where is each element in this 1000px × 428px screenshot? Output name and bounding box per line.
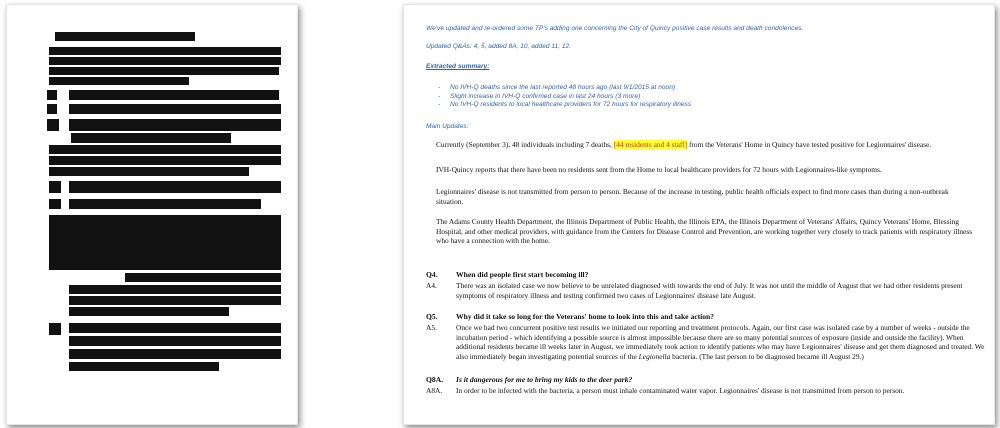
redaction-bar xyxy=(69,362,219,371)
redaction-bar xyxy=(47,104,57,114)
a5-answer: Once we had two concurrent positive test results we initiated our reporting and treatment protocols. Again, our first case was isolated case by a number of weeks - outside the incubation period - which identifying a possible source is almost impossible because there are so many potential sources of exposure (inside and outside the facility). When additional residents became ill weeks later in August, we immediately took action to identify patients who may have Legionnaires' disease and get them diagnosed and treated. We also immediately began investigating potential sources of the Legionella bacteria. (The last person to be diagnosed became ill August 29.) xyxy=(456,323,985,361)
q5-number: Q5. xyxy=(426,312,438,321)
document-page xyxy=(403,4,995,425)
redaction-bar xyxy=(69,119,281,131)
redaction-bar xyxy=(125,273,281,282)
q4-question: When did people first start becoming ill? xyxy=(456,270,589,279)
redaction-bar xyxy=(69,199,261,209)
redaction-bar xyxy=(69,307,229,316)
paragraph-current-cases: Currently (September 3), 48 individuals including 7 deaths, [44 residents and 4 staff] from the Veterans' Home in Quincy have tested positive for Legionnaires' disease. xyxy=(436,140,932,149)
redaction-bar xyxy=(69,349,281,359)
intro-line-1: We've updated and re-ordered some TP's adding one concerning the City of Quincy positive case results and death condolences. xyxy=(426,25,804,32)
q8a-number: Q8A. xyxy=(426,375,444,384)
redaction-bar xyxy=(69,323,281,333)
summary-list xyxy=(438,84,691,110)
redaction-bar xyxy=(69,296,281,305)
a8a-number: A8A. xyxy=(426,386,443,395)
a5-number: A5. xyxy=(426,323,437,332)
redaction-bar xyxy=(49,145,281,154)
redaction-bar xyxy=(69,336,281,346)
a4-number: A4. xyxy=(426,281,437,290)
summary-item: - Slight increase in IVH-Q confirmed case in last 24 hours (3 more) xyxy=(438,93,691,102)
q5-question: Why did it take so long for the Veterans' home to look into this and take action? xyxy=(456,312,715,321)
paragraph-transmission: Legionnaires' disease is not transmitted from person to person. Because of the increase in testing, public health officials expect to find more cases than during a non-outbreak situation. xyxy=(436,187,949,206)
q8a-question: Is it dangerous for me to bring my kids to the deer park? xyxy=(456,375,633,384)
a8a-answer: In order to be infected with the bacteria, a person must inhale contaminated water vapor. Legionnaires' disease is not transmitted from person to person. xyxy=(456,386,905,395)
redaction-bar xyxy=(69,104,281,114)
intro-line-2: Updated Q&As: 4, 5, added 8A, 10, added 11, 12. xyxy=(426,43,572,50)
redaction-bar xyxy=(49,181,61,193)
main-updates-heading: Main Updates: xyxy=(426,123,469,130)
redaction-bar xyxy=(49,199,61,209)
redacted-page xyxy=(6,4,298,425)
paragraph-agencies: The Adams County Health Department, the Illinois Department of Public Health, the Illinois EPA, the Illinois Department of Veterans' Affairs, Quincy Veterans' Home, Blessing Hospital, and other medical providers, with guidance from the Centers for Disease Control and Prevention, are working together very closely to track patients with respiratory illness who have a connection with the home. xyxy=(436,217,973,246)
redaction-bar xyxy=(49,47,281,55)
summary-item: - No IVH-Q deaths since the last reported 48 hours ago (last 9/1/2015 at noon) xyxy=(438,84,691,93)
redaction-bar xyxy=(47,90,57,100)
paragraph-no-residents: IVH-Quincy reports that there have been no residents sent from the Home to local healthcare providers for 72 hours with Legionnaires-like symptoms. xyxy=(436,165,882,174)
q4-number: Q4. xyxy=(426,270,438,279)
redaction-bar xyxy=(49,57,281,65)
redaction-bar xyxy=(71,133,231,143)
redaction-bar xyxy=(49,323,61,335)
redaction-bar xyxy=(49,156,281,165)
redaction-bar xyxy=(69,285,281,294)
redaction-bar xyxy=(47,119,59,131)
redaction-bar xyxy=(49,167,249,176)
redaction-bar xyxy=(49,215,281,270)
summary-item: - No IVH-Q residents to local healthcare providers for 72 hours for respiratory illness xyxy=(438,101,691,110)
redaction-bar xyxy=(49,67,279,75)
redaction-bar xyxy=(69,181,281,193)
highlighted-text: [44 residents and 4 staff] xyxy=(613,140,688,149)
redaction-bar xyxy=(55,32,195,41)
redaction-bar xyxy=(49,77,189,85)
a4-answer: There was an isolated case we now believe to be unrelated diagnosed with towards the end of July. It was not until the middle of August that we had other residents present symptoms of respiratory illness and testing confirmed two cases of Legionnaires' disease late August. xyxy=(456,281,963,300)
redaction-bar xyxy=(69,90,279,100)
extracted-summary-heading: Extracted summary: xyxy=(426,63,490,70)
